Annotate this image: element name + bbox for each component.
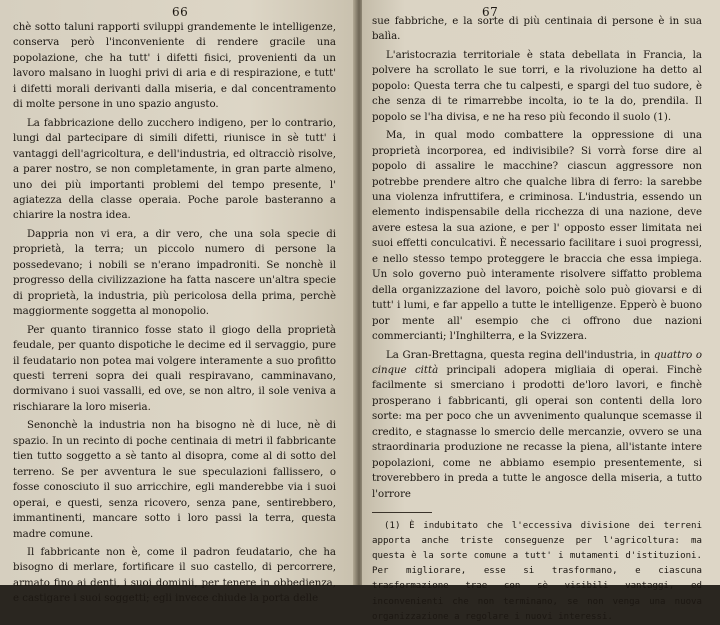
- italic-phrase: quattro o cinque città: [372, 349, 702, 376]
- paragraph-start: La Gran-Brettagna, questa regina dell'industria, in: [386, 349, 651, 361]
- paragraph: La fabbricazione dello zucchero indigeno, per lo contrario, lungi dal partecipare di simili difetti, riunisce in sè tutt' i vantaggi dell'agricoltura, e dell'industria, ed oltracciò risolve, a parer nostro, se non completamente, in gran parte almeno, uno dei più importanti problemi del tempo presente, l' agiatezza della classe operaia. Poche parole basteranno a chiarire la nostra idea.: [13, 117, 336, 222]
- paragraph-rest: principali adopera migliaia di operai. Finchè facilmente si smerciano i prodotti de'loro lavori, e finchè prosperano i fabbricanti, gli operai son contenti della loro sorte: ma per poco che un avvenimento qualunque scemasse il credito, e stagnasse lo smercio delle mercanzie, ovvero se una straordinaria produzione ne recasse la piena, all'istante intere popolazioni, come ne abbiamo esempio presentemente, si troverebbero in preda a tutte le angosce della miseria, a tutto l'orrore: [372, 364, 702, 500]
- right-page: [362, 0, 720, 622]
- paragraph: Ma, in qual modo combattere la oppressione di una proprietà incorporea, ed indivisibile? Si vorrà forse dire al popolo di assalire le macchine? ciascun aggressore non potrebbe prendere altro che qualche libra di ferro: la sarebbe una violenza infruttifera, e criminosa. L'industria, essendo un elemento indispensabile della ricchezza di una nazione, deve avere estesa la sua azione, e per l' opposto esser limitata nei suoi effetti conculcativi. È necessario facilitare i suoi progressi, e nello stesso tempo proteggere le braccia che essa impiega. Un solo governo può interamente risolvere siffatto problema della organizzazione del lavoro, poichè solo può giovarsi e di tutt' i lumi, e far appello a tutte le intelligenze. Epperò è buono por mente all' esempio che ci offrono due nazioni commercianti; l'Inghilterra, e la Svizzera.: [372, 130, 702, 343]
- paragraph: sue fabbriche, e la sorte di più centinaia di persone è in sua balìa.: [372, 16, 702, 43]
- paragraph: chè sotto taluni rapporti sviluppi grandemente le intelligenze, conserva però l'inconveniente di rendere gracile una popolazione, che ha tutt' i difetti fisici, provenienti da un lavoro malsano in luoghi privi di aria e di respirazione, e tutt' i difetti morali derivanti dalla miseria, e dal concentramento di molte persone in uno spazio angusto.: [13, 22, 336, 111]
- paragraph: [372, 348, 702, 503]
- paragraph: Dappria non vi era, a dir vero, che una sola specie di proprietà, la terra; un piccolo numero di persone la possedevano; i nobili se n'erano impadroniti. Se nonchè il progresso della civilizzazione ha fatta nascere un'altra specie di proprietà, la industria, più pericolosa della prima, perchè maggiormente soggetta al monopolio.: [13, 228, 336, 318]
- left-page: [0, 0, 356, 605]
- right-page-text: [372, 14, 702, 625]
- footnote-rule: [372, 512, 432, 513]
- paragraph: Il fabbricante non è, come il padron feudatario, che ha bisogno di merlare, fortificare il suo castello, di percorrere, armato fino ai denti, i suoi dominii, per tenere in obbedienza, e castigare i suoi soggetti; egli invece chiude la porta delle: [13, 546, 336, 605]
- footnote-text: (1) È indubitato che l'eccessiva divisione dei terreni apporta anche triste conseguenze per l'agricoltura: ma questa è la sorte comune a tutt' i mutamenti d'istituzioni. Per migliorare, esse si trasformano, e ciascuna trasformazione trae con sè visibili vantaggi, ed inconvenienti che non terminano, se non venga una nuova organizzazione a regolare i nuovi interessi.: [372, 521, 702, 622]
- page-number-right: 67: [482, 5, 499, 19]
- paragraph: Per quanto tirannico fosse stato il giogo della proprietà feudale, per quanto dispotiche le decime ed il servaggio, pure il feudatario non potea mai volgere interamente a suo profitto questi terreni sopra dei quali respiravano, camminavano, dormivano i suoi vassalli, ed ove, se non altro, il sole veniva a rischiarare la loro miseria.: [13, 324, 336, 413]
- paragraph: L'aristocrazia territoriale è stata debellata in Francia, la polvere ha scrollato le sue torri, e la rivoluzione ha detto al popolo: Questa terra che tu calpesti, e spargi del tuo sudore, è che senza di te rimarrebbe incolta, io te la do, prendila. Il popolo se l'ha divisa, e ne ha reso più fecondo il suolo (1).: [372, 49, 702, 123]
- paragraph: Senonchè la industria non ha bisogno nè di luce, nè di spazio. In un recinto di poche centinaia di metri il fabbricante tien tutto soggetto a sè tanto al disopra, come al di sotto del terreno. Se per avventura le sue speculazioni fallissero, o fosse conosciuto il suo arricchire, egli manderebbe via i suoi operai, e questi, senza ricovero, senza pane, sentirebbero, immantinenti, mancare sotto i loro passi la terra, questa madre comune.: [13, 420, 336, 540]
- page-number-left: 66: [172, 5, 189, 19]
- left-page-text: [13, 20, 336, 607]
- footnote: [372, 519, 702, 625]
